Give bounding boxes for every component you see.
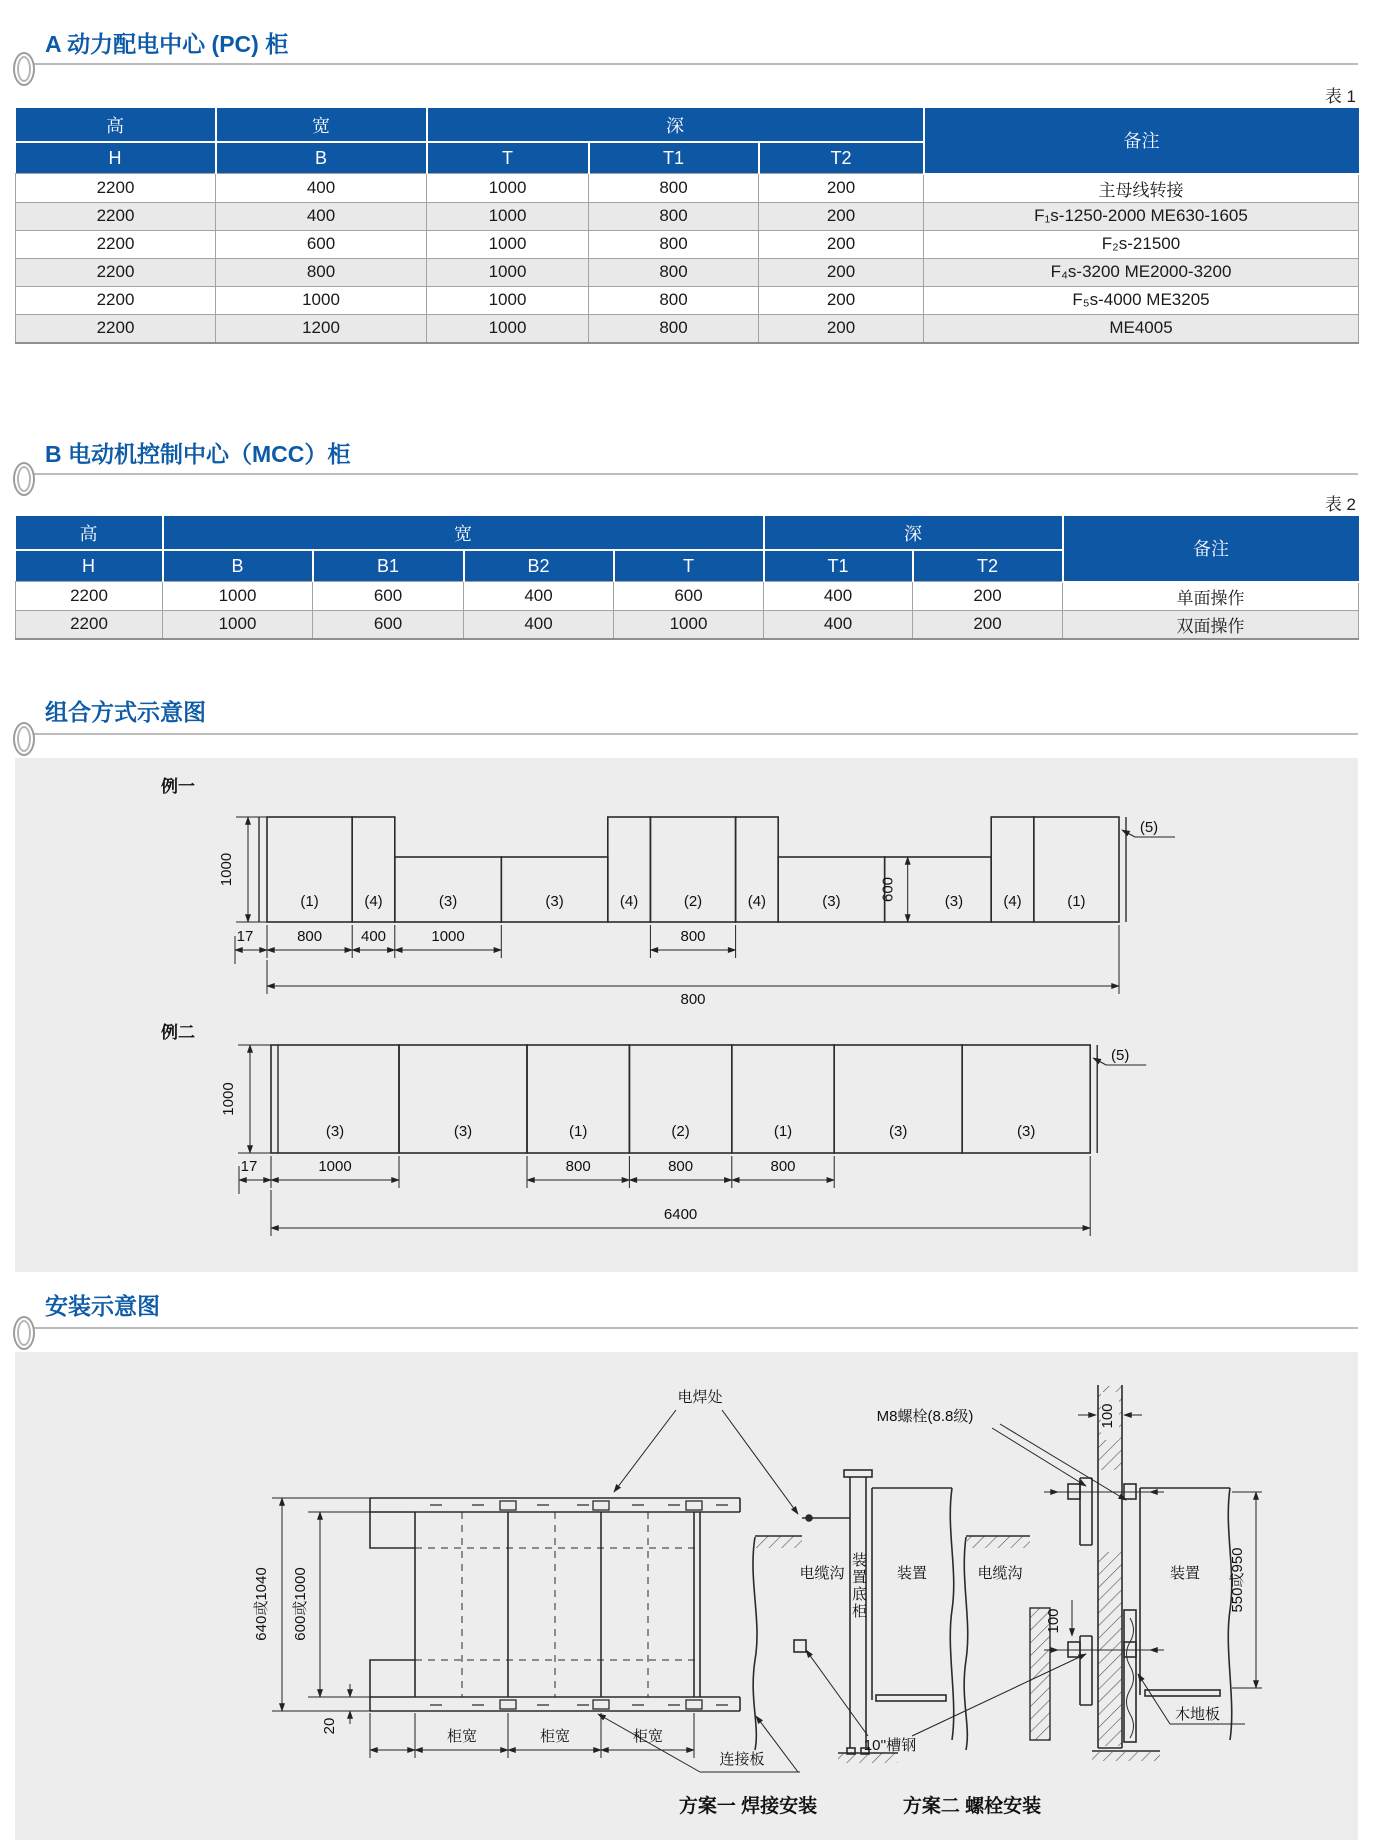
table-cell: 600 — [313, 582, 464, 611]
table-group-header: 备注 — [924, 108, 1359, 174]
cabinet-cell — [885, 857, 992, 922]
width-dim: 800 — [297, 928, 323, 945]
table-group-header: 宽 — [163, 516, 764, 550]
width-dim: 400 — [360, 928, 387, 945]
table-cell: 800 — [589, 174, 759, 203]
table2-label: 表 2 — [1324, 495, 1356, 514]
cabinet-type-label: (4) — [747, 893, 767, 910]
plan-view — [370, 1498, 740, 1711]
table-group-header: 深 — [764, 516, 1063, 550]
dim-100-top: 100 — [1099, 1403, 1116, 1429]
table-cell: F₅s-4000 ME3205 — [924, 286, 1359, 314]
cabinet-type-label: (2) — [671, 1123, 690, 1140]
table-cell: 2200 — [16, 202, 216, 230]
cabinet-type-label: (3) — [325, 1123, 345, 1140]
shallow-depth-dim: 600 — [879, 876, 897, 903]
section-ring-icon — [13, 462, 35, 496]
table-cell: 800 — [589, 286, 759, 314]
table-group-header: 宽 — [216, 108, 427, 142]
cable-trench-label-2: 电缆沟 — [977, 1565, 1023, 1582]
table-row — [16, 230, 1359, 258]
table-cell: F₂s-21500 — [924, 230, 1359, 258]
scheme2-caption: 方案二 螺栓安装 — [902, 1796, 1042, 1817]
cabinet-type-label: (3) — [545, 893, 564, 910]
wood-floor-label: 木地板 — [1175, 1706, 1221, 1723]
table-cell: 400 — [464, 582, 614, 611]
table-cell: 200 — [759, 314, 924, 343]
table-sub-header: H — [16, 550, 163, 582]
table-cell: 200 — [759, 174, 924, 203]
pc-dimension-table — [15, 108, 1359, 344]
section-ring-icon — [13, 52, 35, 86]
table-group-header: 深 — [427, 108, 924, 142]
side-panel-label: (5) — [1111, 1047, 1130, 1064]
width-dim: 800 — [680, 928, 706, 945]
table-sub-header: B — [216, 142, 427, 174]
table-sub-header: T — [427, 142, 589, 174]
table-cell: 800 — [216, 258, 427, 286]
cabinet-type-label: (3) — [1017, 1123, 1036, 1140]
table-cell: 400 — [216, 202, 427, 230]
table-cell: 单面操作 — [1063, 582, 1359, 611]
table-cell: 主母线转接 — [924, 174, 1359, 203]
device-label-1: 装置 — [896, 1565, 928, 1582]
table-group-header: 高 — [16, 516, 163, 550]
weld-spot-label: 电焊处 — [677, 1389, 723, 1406]
install-diagram-panel — [15, 1352, 1358, 1840]
table-cell: F₁s-1250-2000 ME630-1605 — [924, 202, 1359, 230]
width-dim: 1000 — [318, 1158, 352, 1175]
table-cell: 1200 — [216, 314, 427, 343]
example-name: 例一 — [161, 777, 195, 796]
dim-640-1040: 640或1040 — [253, 1567, 270, 1641]
divider — [34, 1327, 1358, 1329]
divider — [34, 733, 1358, 735]
dim-600-1000: 600或1000 — [292, 1567, 309, 1641]
table-cell: 1000 — [216, 286, 427, 314]
cabinet-type-label: (1) — [773, 1123, 793, 1140]
m8-bolt-label: M8螺栓(8.8级) — [876, 1408, 974, 1425]
cabinet-type-label: (3) — [822, 893, 841, 910]
table-cell: 400 — [216, 174, 427, 203]
cabinet-type-label: (4) — [619, 893, 639, 910]
table-cell: 2200 — [16, 314, 216, 343]
table-cell: 2200 — [16, 258, 216, 286]
divider — [34, 473, 1358, 475]
table-cell: 1000 — [427, 258, 589, 286]
combo-diagram-panel — [15, 758, 1358, 1272]
table-sub-header: H — [16, 142, 216, 174]
section-ring-icon — [13, 722, 35, 756]
table-group-header: 备注 — [1063, 516, 1359, 582]
table-cell: 1000 — [427, 314, 589, 343]
table-cell: 200 — [759, 202, 924, 230]
table-sub-header: T1 — [589, 142, 759, 174]
table-row — [16, 610, 1359, 639]
table-sub-header: T — [614, 550, 764, 582]
cabinet-type-label: (1) — [569, 1123, 588, 1140]
table-cell: 1000 — [427, 230, 589, 258]
cabinet-type-label: (3) — [944, 893, 964, 910]
table-row — [16, 582, 1359, 611]
table-cell: 1000 — [427, 174, 589, 203]
cable-trench-label-1: 电缆沟 — [799, 1565, 845, 1582]
cabinet-type-label: (3) — [438, 893, 458, 910]
width-dim: 800 — [565, 1158, 591, 1175]
cabinet-type-label: (4) — [364, 893, 383, 910]
table-sub-header: B — [163, 550, 313, 582]
section-title-install: 安装示意图 — [45, 1293, 160, 1319]
table-cell: 800 — [589, 230, 759, 258]
section-title-combo: 组合方式示意图 — [45, 699, 206, 725]
cabinet-type-label: (1) — [1067, 893, 1086, 910]
width-dim: 1000 — [431, 928, 465, 945]
table-cell: 600 — [216, 230, 427, 258]
overall-dim: 800 — [680, 991, 706, 1008]
table-cell: 双面操作 — [1063, 610, 1359, 639]
cabinet-type-label: (3) — [889, 1123, 908, 1140]
cabinet-type-label: (3) — [453, 1123, 473, 1140]
cabinet-width-dim-2: 柜宽 — [539, 1728, 571, 1745]
table-row — [16, 314, 1359, 343]
table-cell: 400 — [764, 610, 913, 639]
mcc-dimension-table — [15, 516, 1359, 640]
table-cell: 2200 — [16, 174, 216, 203]
table-cell: 800 — [589, 314, 759, 343]
table-row — [16, 258, 1359, 286]
table-cell: 1000 — [427, 286, 589, 314]
base-cabinet-label: 装置底柜 — [850, 1552, 867, 1620]
table-cell: 2200 — [16, 610, 163, 639]
scheme1-caption: 方案一 焊接安装 — [678, 1796, 818, 1817]
table-cell: 600 — [614, 582, 764, 611]
cabinet-type-label: (2) — [683, 893, 703, 910]
section-title-pc: A 动力配电中心 (PC) 柜 — [45, 31, 289, 57]
table-sub-header: T1 — [764, 550, 913, 582]
depth-dim: 1000 — [218, 852, 235, 887]
side-gap-dim: 17 — [240, 1158, 258, 1175]
side-gap-dim: 17 — [236, 928, 254, 945]
table-row — [16, 174, 1359, 203]
cabinet-type-label: (1) — [300, 893, 319, 910]
dim-20: 20 — [321, 1717, 338, 1735]
table-cell: F₄s-3200 ME2000-3200 — [924, 258, 1359, 286]
table-group-header: 高 — [16, 108, 216, 142]
table-row — [16, 286, 1359, 314]
cabinet-type-label: (4) — [1003, 893, 1022, 910]
table-cell: 600 — [313, 610, 464, 639]
dim-100-bottom: 100 — [1045, 1608, 1062, 1634]
dim-550-950: 550或950 — [1229, 1547, 1246, 1613]
section-title-mcc: B 电动机控制中心（MCC）柜 — [45, 441, 351, 467]
cabinet-width-dim-3: 柜宽 — [632, 1728, 664, 1745]
example-name: 例二 — [161, 1023, 195, 1042]
install-diagram — [15, 1352, 1358, 1840]
table-cell: 2200 — [16, 230, 216, 258]
table-cell: 200 — [913, 610, 1063, 639]
table-cell: 1000 — [163, 582, 313, 611]
width-dim: 800 — [668, 1158, 694, 1175]
table-row — [16, 202, 1359, 230]
table-sub-header: B1 — [313, 550, 464, 582]
cabinet-cell — [395, 857, 502, 922]
table-cell: 200 — [759, 286, 924, 314]
table-cell: ME4005 — [924, 314, 1359, 343]
cabinet-cell — [501, 857, 608, 922]
channel-steel-label: 10''槽钢 — [863, 1737, 917, 1754]
table-cell: 800 — [589, 258, 759, 286]
section-ring-icon — [13, 1316, 35, 1350]
table-cell: 1000 — [163, 610, 313, 639]
table-cell: 400 — [764, 582, 913, 611]
table-sub-header: T2 — [759, 142, 924, 174]
table-cell: 400 — [464, 610, 614, 639]
divider — [34, 63, 1358, 65]
table-cell: 1000 — [614, 610, 764, 639]
table-cell: 200 — [759, 230, 924, 258]
width-dim: 800 — [770, 1158, 796, 1175]
table-cell: 2200 — [16, 286, 216, 314]
connect-plate-label: 连接板 — [719, 1751, 765, 1768]
table-cell: 200 — [913, 582, 1063, 611]
cabinet-width-dim-1: 柜宽 — [446, 1728, 478, 1745]
table-sub-header: B2 — [464, 550, 614, 582]
table-cell: 1000 — [427, 202, 589, 230]
device-label-2: 装置 — [1169, 1565, 1201, 1582]
table-cell: 800 — [589, 202, 759, 230]
cabinet-cell — [778, 857, 885, 922]
overall-dim: 6400 — [663, 1206, 698, 1223]
table-cell: 200 — [759, 258, 924, 286]
table-sub-header: T2 — [913, 550, 1063, 582]
side-panel-label: (5) — [1139, 819, 1159, 836]
table-cell: 2200 — [16, 582, 163, 611]
depth-dim: 1000 — [220, 1082, 237, 1116]
combo-diagram — [15, 758, 1358, 1272]
table1-label: 表 1 — [1324, 87, 1356, 106]
